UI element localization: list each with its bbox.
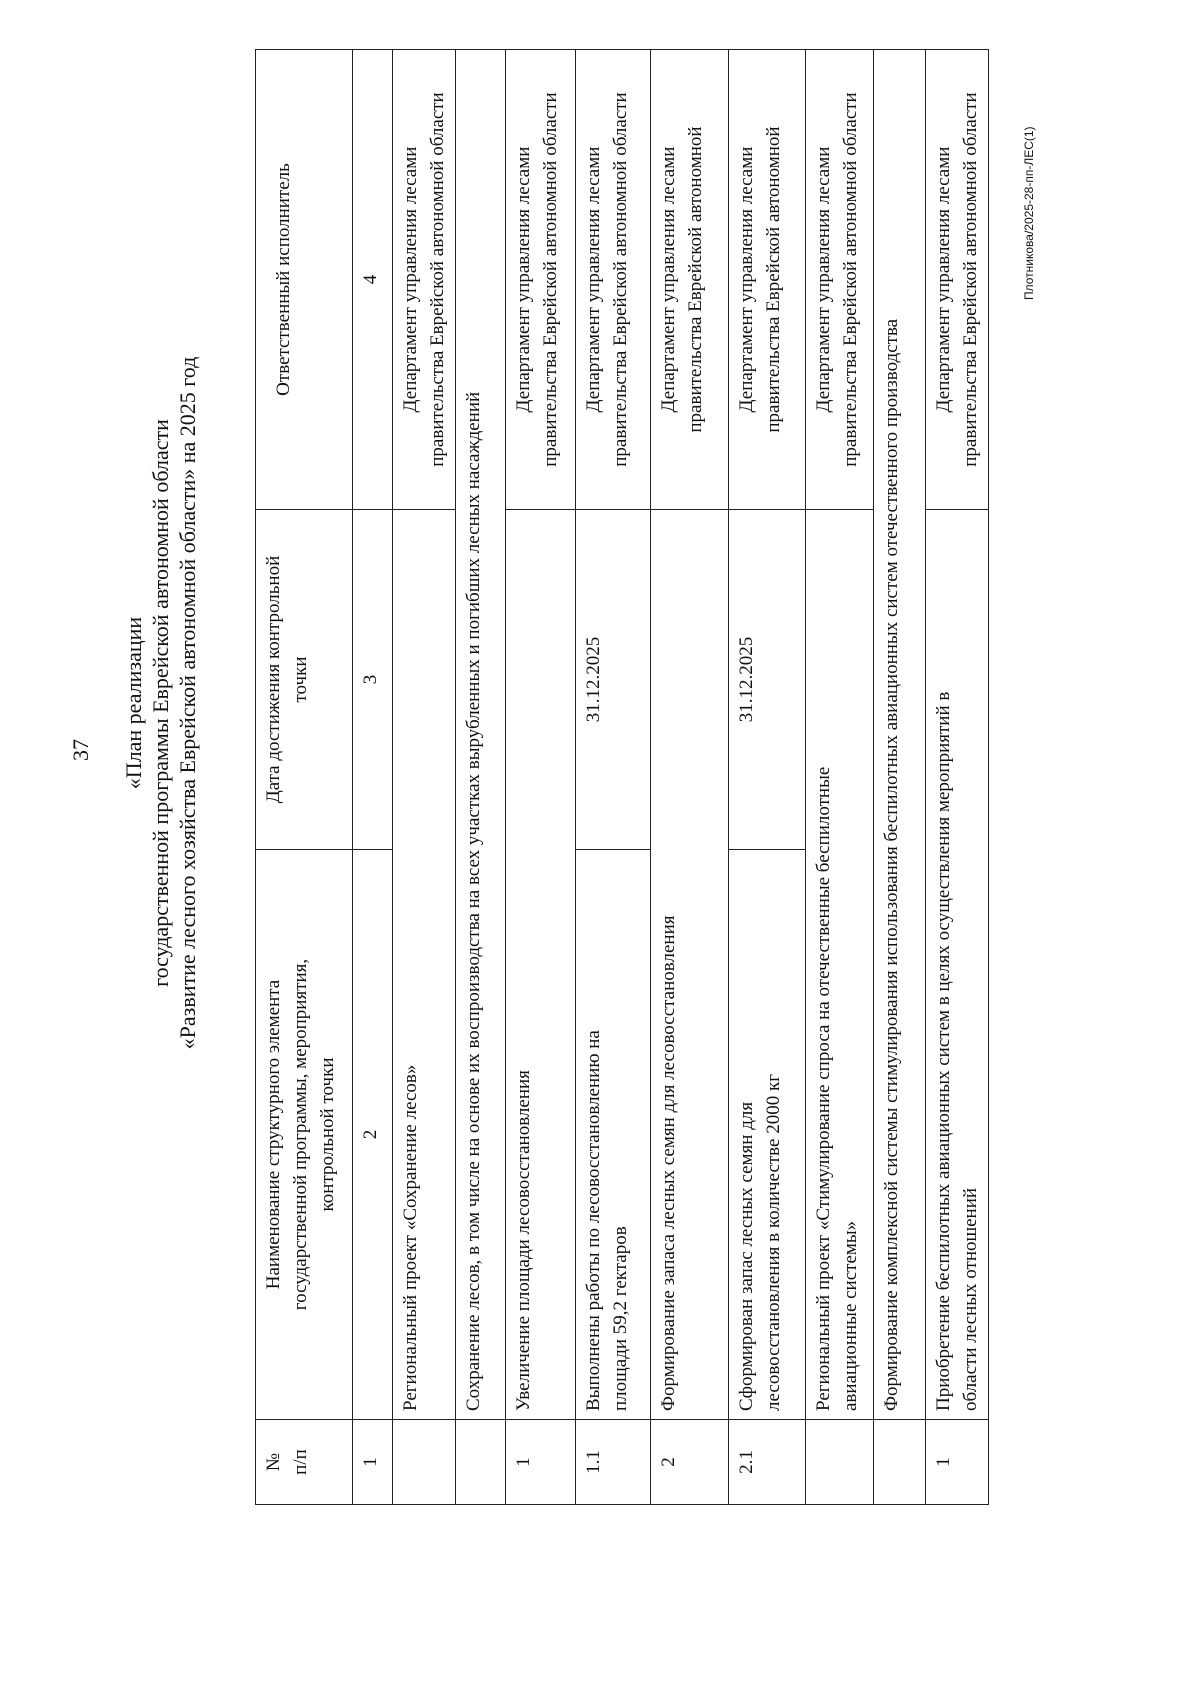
table-row — [576, 50, 651, 1505]
table-row — [806, 50, 874, 1505]
title-line-2: государственной программы Еврейской автономной области — [148, 419, 173, 987]
responsible-executor: Департамент управления лесами правительства Еврейской автономной области — [806, 50, 874, 510]
header-row — [256, 50, 353, 1505]
section-title: Сохранение лесов, в том числе на основе их воспроизводства на всех участках вырубленных и погибших лесных насаждений — [456, 50, 506, 1420]
table-row — [393, 50, 456, 1505]
table-row — [651, 50, 729, 1505]
implementation-plan-table — [255, 49, 989, 1505]
row-number: 2 — [651, 1420, 729, 1505]
column-number: 3 — [353, 510, 393, 850]
responsible-executor: Департамент управления лесами правительства Еврейской автономной области — [393, 50, 456, 510]
row-number — [874, 1420, 926, 1505]
responsible-executor: Департамент управления лесами правительства Еврейской автономной области — [926, 50, 989, 510]
title-line-1: «План реализации — [121, 616, 146, 790]
section-title: Формирование комплексной системы стимулирования использования беспилотных авиационных систем отечественного производства — [874, 50, 926, 1420]
header-number: № п/п — [256, 1420, 353, 1505]
table-row — [456, 50, 506, 1505]
page-number: 37 — [68, 739, 93, 761]
row-number — [393, 1420, 456, 1505]
responsible-executor: Департамент управления лесами правительства Еврейской автономной — [651, 50, 729, 510]
element-name: Региональный проект «Стимулирование спроса на отечественные беспилотные авиационные системы» — [806, 510, 874, 1420]
row-number — [456, 1420, 506, 1505]
row-number: 2.1 — [729, 1420, 806, 1505]
responsible-executor: Департамент управления лесами правительства Еврейской автономной области — [506, 50, 576, 510]
row-number: 1.1 — [576, 1420, 651, 1505]
header-executor: Ответственный исполнитель — [256, 50, 353, 510]
header-name: Наименование структурного элемента государственной программы, мероприятия, контрольной точки — [256, 850, 353, 1420]
element-name: Приобретение беспилотных авиационных систем в целях осуществления мероприятий в области лесных отношений — [926, 510, 989, 1420]
responsible-executor: Департамент управления лесами правительства Еврейской автономной области — [576, 50, 651, 510]
row-number: 1 — [926, 1420, 989, 1505]
column-number: 4 — [353, 50, 393, 510]
row-number: 1 — [506, 1420, 576, 1505]
table-row — [926, 50, 989, 1505]
header-date: Дата достижения контрольной точки — [256, 510, 353, 850]
column-number-row — [353, 50, 393, 1505]
column-number: 1 — [353, 1420, 393, 1505]
element-name: Формирование запаса лесных семян для лесовосстановления — [651, 510, 729, 1420]
column-number: 2 — [353, 850, 393, 1420]
responsible-executor: Департамент управления лесами правительства Еврейской автономной — [729, 50, 806, 510]
table-row — [874, 50, 926, 1505]
table-row — [729, 50, 806, 1505]
table-row — [506, 50, 576, 1505]
element-name: Увеличение площади лесовосстановления — [506, 510, 576, 1420]
title-line-3: «Развитие лесного хозяйства Еврейской автономной области» на 2025 год — [175, 356, 200, 1050]
row-number — [806, 1420, 874, 1505]
achievement-date: 31.12.2025 — [576, 510, 651, 850]
achievement-date: 31.12.2025 — [729, 510, 806, 850]
document-title — [120, 0, 201, 1708]
element-name: Сформирован запас лесных семян для лесовосстановления в количестве 2000 кг — [729, 850, 806, 1420]
element-name: Региональный проект «Сохранение лесов» — [393, 510, 456, 1420]
document-footer: Плотникова/2025-28-пп-ЛЕС(1) — [1022, 126, 1036, 300]
element-name: Выполнены работы по лесовосстановлению на площади 59,2 гектаров — [576, 850, 651, 1420]
